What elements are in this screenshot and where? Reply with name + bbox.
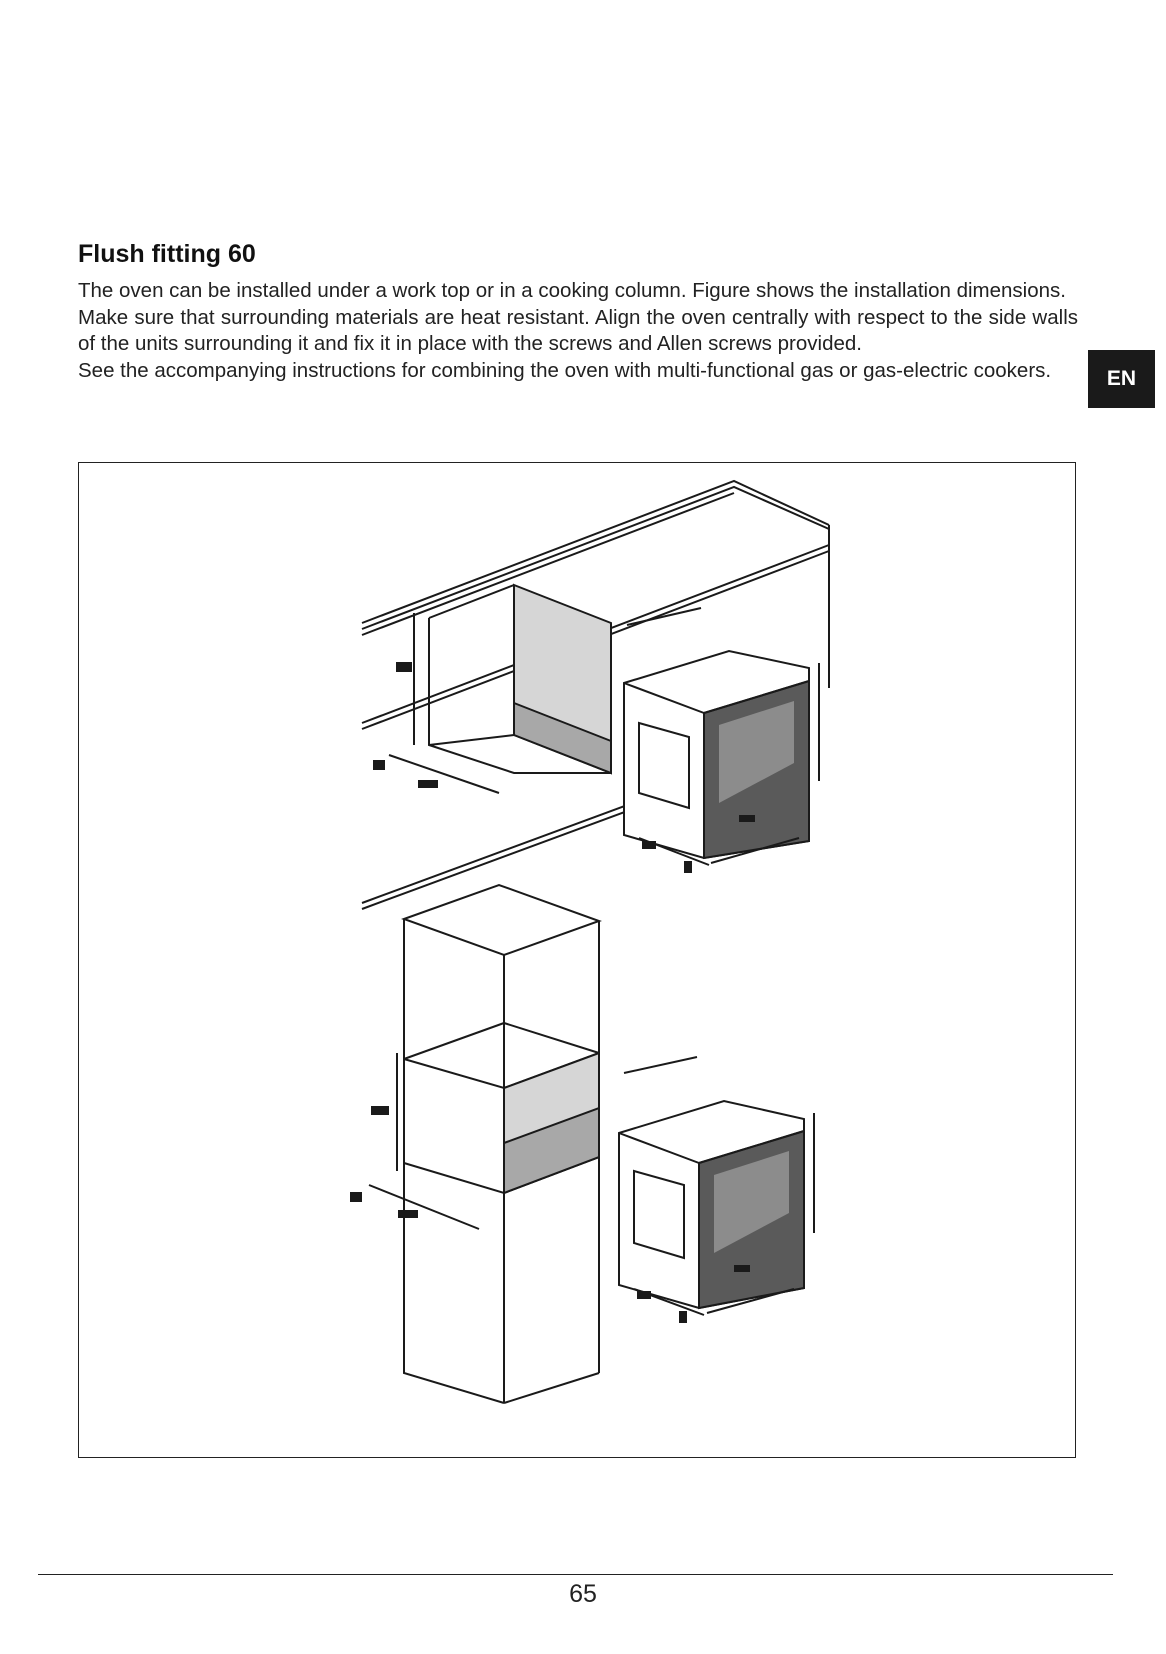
section-heading: Flush fitting 60 xyxy=(78,240,256,268)
column-diagram xyxy=(351,885,599,1403)
footer-rule xyxy=(38,1574,1113,1575)
page-number: 65 xyxy=(569,1580,597,1608)
oven-top xyxy=(624,608,819,873)
paragraph-2: Make sure that surrounding materials are heat resistant. Align the oven centrally with respect to the side walls of the units surrounding it and fix it in place with the screws and Allen screws provided. xyxy=(78,305,1078,355)
language-tab: EN xyxy=(1088,350,1155,408)
installation-figure xyxy=(78,462,1076,1458)
paragraph-3: See the accompanying instructions for combining the oven with multi-functional gas or gas-electric cookers. xyxy=(78,358,1052,382)
oven-bottom xyxy=(619,1057,814,1323)
paragraph-1: The oven can be installed under a work top or in a cooking column. Figure shows the installation dimensions. xyxy=(78,279,1066,302)
body-text xyxy=(78,278,1078,384)
